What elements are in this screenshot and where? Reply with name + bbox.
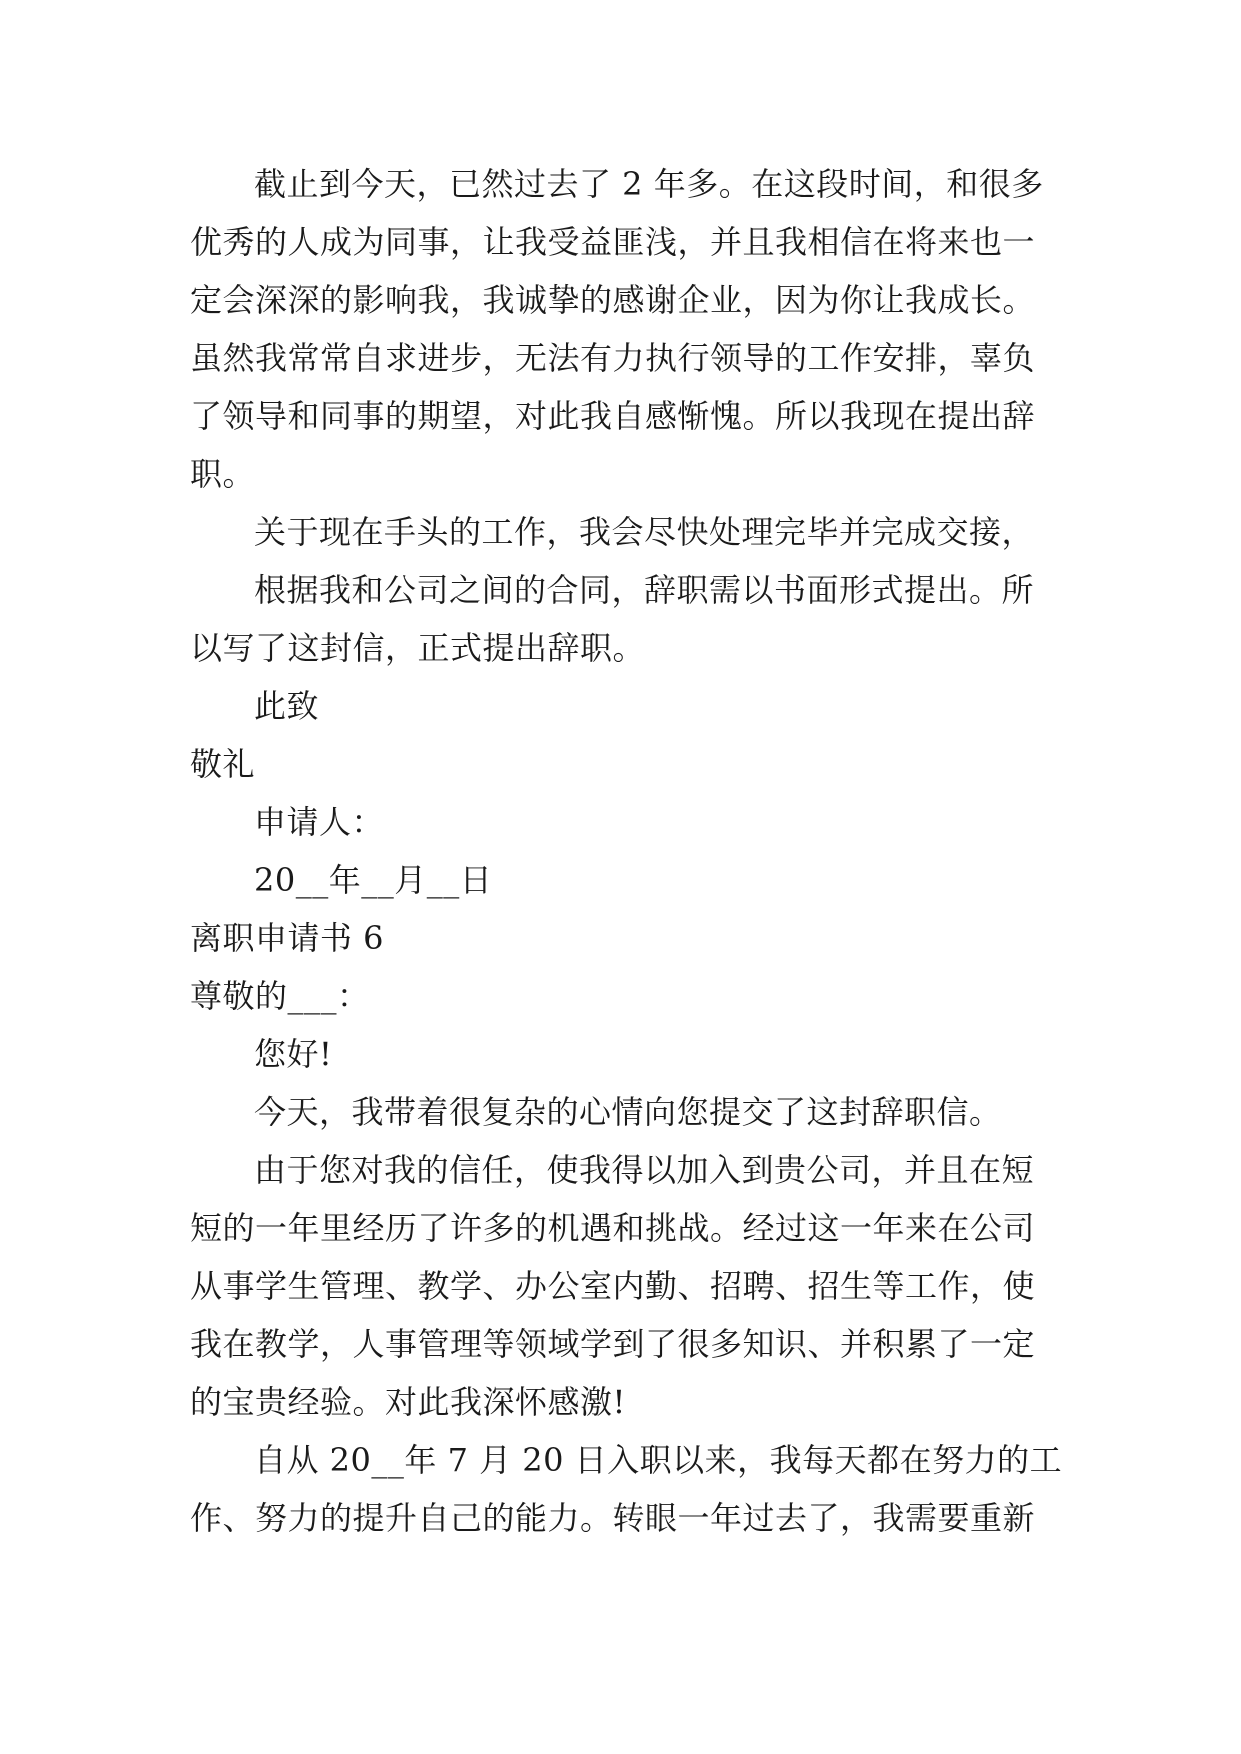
paragraph-line: 虽然我常常自求进步，无法有力执行领导的工作安排，辜负 bbox=[190, 339, 1036, 377]
paragraph-line: 以写了这封信，正式提出辞职。 bbox=[190, 629, 646, 667]
paragraph-line: 短的一年里经历了许多的机遇和挑战。经过这一年来在公司 bbox=[190, 1209, 1036, 1247]
paragraph-line: 从事学生管理、教学、办公室内勤、招聘、招生等工作，使 bbox=[190, 1267, 1036, 1305]
section-title: 离职申请书 6 bbox=[190, 919, 385, 957]
paragraph-line: 我在教学，人事管理等领域学到了很多知识、并积累了一定 bbox=[190, 1325, 1036, 1363]
paragraph-line: 根据我和公司之间的合同，辞职需以书面形式提出。所 bbox=[254, 571, 1035, 609]
paragraph-line: 作、努力的提升自己的能力。转眼一年过去了，我需要重新 bbox=[190, 1499, 1036, 1537]
paragraph-line: 优秀的人成为同事，让我受益匪浅，并且我相信在将来也一 bbox=[190, 223, 1036, 261]
greeting-recipient: 尊敬的___： bbox=[190, 977, 370, 1015]
applicant-label: 申请人： bbox=[254, 803, 385, 841]
greeting: 您好! bbox=[254, 1035, 333, 1073]
paragraph-line: 定会深深的影响我，我诚挚的感谢企业，因为你让我成长。 bbox=[190, 281, 1036, 319]
document-body bbox=[190, 155, 1070, 1547]
paragraph-line: 由于您对我的信任，使我得以加入到贵公司，并且在短 bbox=[254, 1151, 1035, 1189]
closing-salutation: 此致 bbox=[254, 687, 320, 725]
paragraph-line: 了领导和同事的期望，对此我自感惭愧。所以我现在提出辞 bbox=[190, 397, 1036, 435]
paragraph-line: 截止到今天，已然过去了 2 年多。在这段时间，和很多 bbox=[254, 165, 1044, 203]
closing-regards: 敬礼 bbox=[190, 745, 256, 783]
paragraph-line: 关于现在手头的工作，我会尽快处理完毕并完成交接， bbox=[254, 513, 1035, 551]
paragraph-line: 职。 bbox=[190, 455, 256, 493]
paragraph-line: 自从 20__年 7 月 20 日入职以来，我每天都在努力的工 bbox=[254, 1441, 1063, 1479]
paragraph-line: 今天，我带着很复杂的心情向您提交了这封辞职信。 bbox=[254, 1093, 1002, 1131]
date-line: 20__年__月__日 bbox=[254, 861, 493, 899]
paragraph-line: 的宝贵经验。对此我深怀感激! bbox=[190, 1383, 626, 1421]
